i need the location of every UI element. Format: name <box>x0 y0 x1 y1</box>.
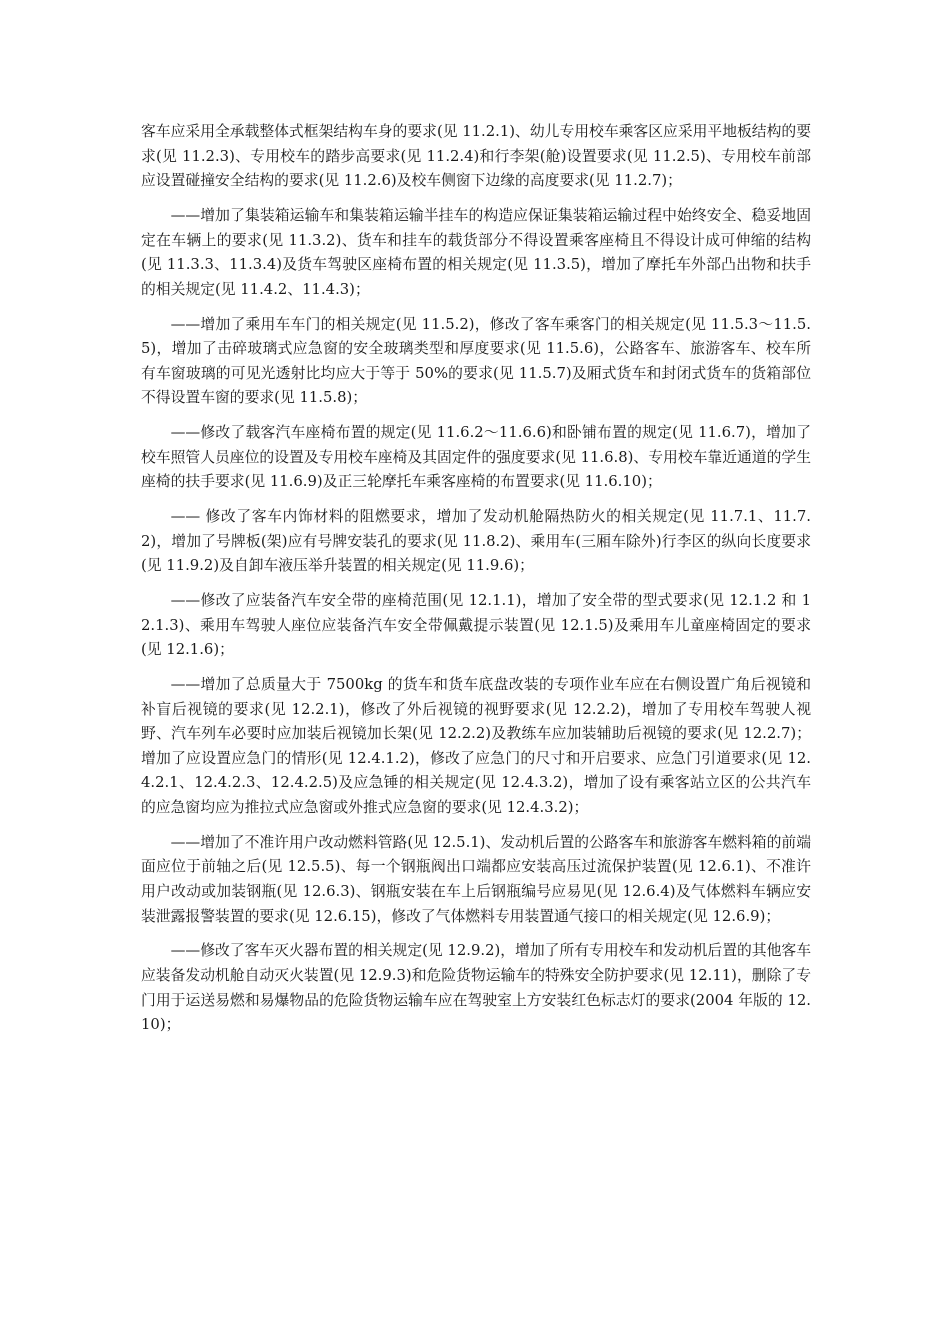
paragraph: ——增加了乘用车车门的相关规定(见 11.5.2)，修改了客车乘客门的相关规定(见 11.5.3～11.5.5)，增加了击碎玻璃式应急窗的安全玻璃类型和厚度要求(见 11.5.6)，公路客车、旅游客车、校车所有车窗玻璃的可见光透射比均应大于等于 50%的要求(见 11.5.7)及厢式货车和封闭式货车的货箱部位不得设置车窗的要求(见 11.5.8)； <box>141 315 811 407</box>
paragraph: ——增加了不准许用户改动燃料管路(见 12.5.1)、发动机后置的公路客车和旅游客车燃料箱的前端面应位于前轴之后(见 12.5.5)、每一个钢瓶阀出口端都应安装高压过流保护装置(见 12.6.1)、不准许用户改动或加装钢瓶(见 12.6.3)、钢瓶安装在车上后钢瓶编号应易见(见 12.6.4)及气体燃料车辆应安装泄露报警装置的要求(见 12.6.15)，修改了气体燃料专用装置通气接口的相关规定(见 12.6.9)； <box>141 833 811 925</box>
paragraph: —— 修改了客车内饰材料的阻燃要求，增加了发动机舱隔热防火的相关规定(见 11.7.1、11.7.2)，增加了号牌板(架)应有号牌安装孔的要求(见 11.8.2)、乘用车(三厢车除外)行李区的纵向长度要求(见 11.9.2)及自卸车液压举升装置的相关规定(见 11.9.6)； <box>141 508 811 575</box>
paragraph: ——增加了总质量大于 7500kg 的货车和货车底盘改装的专项作业车应在右侧设置广角后视镜和补盲后视镜的要求(见 12.2.1)，修改了外后视镜的视野要求(见 12.2.2)，增加了专用校车驾驶人视野、汽车列车必要时应加装后视镜加长架(见 12.2.2)及教练车应加装辅助后视镜的要求(见 12.2.7)；增加了应设置应急门的情形(见 12.4.1.2)，修改了应急门的尺寸和开启要求、应急门引道要求(见 12.4.2.1、12.4.2.3、12.4.2.5)及应急锤的相关规定(见 12.4.3.2)，增加了设有乘客站立区的公共汽车的应急窗均应为推拉式应急窗或外推式应急窗的要求(见 12.4.3.2)； <box>141 676 811 816</box>
document-body <box>141 120 811 1048</box>
paragraph: ——修改了载客汽车座椅布置的规定(见 11.6.2～11.6.6)和卧铺布置的规定(见 11.6.7)，增加了校车照管人员座位的设置及专用校车座椅及其固定件的强度要求(见 11.6.8)、专用校车靠近通道的学生座椅的扶手要求(见 11.6.9)及正三轮摩托车乘客座椅的布置要求(见 11.6.10)； <box>141 424 811 491</box>
paragraph: ——增加了集装箱运输车和集装箱运输半挂车的构造应保证集装箱运输过程中始终安全、稳妥地固定在车辆上的要求(见 11.3.2)、货车和挂车的载货部分不得设置乘客座椅且不得设计成可伸缩的结构(见 11.3.3、11.3.4)及货车驾驶区座椅布置的相关规定(见 11.3.5)，增加了摩托车外部凸出物和扶手的相关规定(见 11.4.2、11.4.3)； <box>141 206 811 298</box>
paragraph: 客车应采用全承载整体式框架结构车身的要求(见 11.2.1)、幼儿专用校车乘客区应采用平地板结构的要求(见 11.2.3)、专用校车的踏步高要求(见 11.2.4)和行李架(舱)设置要求(见 11.2.5)、专用校车前部应设置碰撞安全结构的要求(见 11.2.6)及校车侧窗下边缘的高度要求(见 11.2.7)； <box>141 123 811 190</box>
paragraph: ——修改了应装备汽车安全带的座椅范围(见 12.1.1)，增加了安全带的型式要求(见 12.1.2 和 12.1.3)、乘用车驾驶人座位应装备汽车安全带佩戴提示装置(见 12.1.5)及乘用车儿童座椅固定的要求(见 12.1.6)； <box>141 592 811 659</box>
paragraph: ——修改了客车灭火器布置的相关规定(见 12.9.2)，增加了所有专用校车和发动机后置的其他客车应装备发动机舱自动灭火装置(见 12.9.3)和危险货物运输车的特殊安全防护要求(见 12.11)，删除了专门用于运送易燃和易爆物品的危险货物运输车应在驾驶室上方安装红色标志灯的要求(2004 年版的 12.10)； <box>141 942 811 1034</box>
